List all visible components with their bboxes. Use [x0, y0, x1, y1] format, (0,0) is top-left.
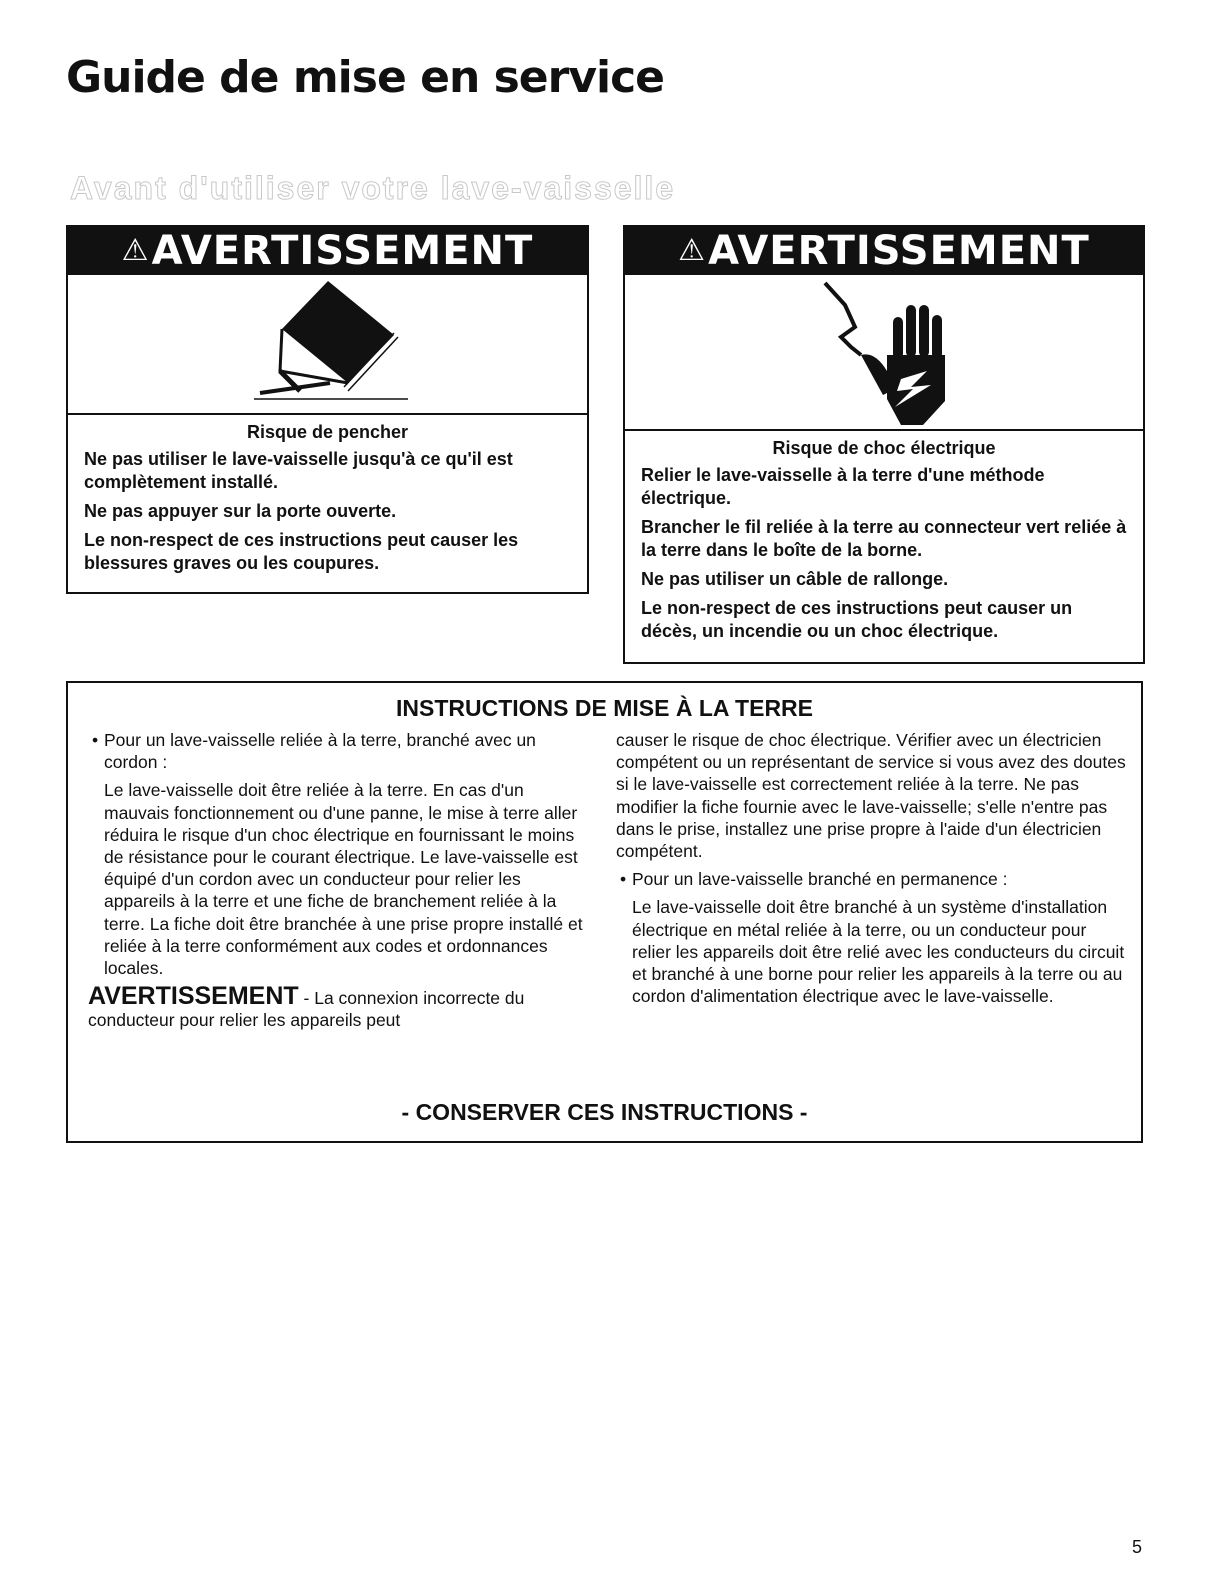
warning-triangle-icon: ⚠ — [678, 233, 707, 268]
page-number: 5 — [1131, 1537, 1142, 1557]
bullet-item — [616, 868, 1126, 890]
warning-triangle-icon: ⚠ — [121, 233, 150, 268]
bullet-text: Pour un lave-vaisselle reliée à la terre, branché avec un cordon : — [104, 730, 536, 773]
paragraph: Le lave-vaisselle doit être branché à un système d'installation électrique en métal reliée à la terre, ou un conducteur pour relier les appareils doit être relié avec les conducteurs du circuit et branché à une borne pour relier les appareils à la terre ou au cordon d'alimentation électrique avec le lave-vaisselle. — [632, 897, 1125, 1007]
warning-line: Ne pas appuyer sur la porte ouverte. — [84, 501, 397, 521]
electric-shock-hand-icon — [625, 275, 1143, 429]
warning-line: Relier le lave-vaisselle à la terre d'une méthode électrique. — [641, 465, 1045, 508]
grounding-title: INSTRUCTIONS DE MISE À LA TERRE — [396, 695, 813, 721]
tip-over-icon — [68, 275, 587, 413]
bullet-text: Pour un lave-vaisselle branché en permanence : — [632, 869, 1008, 890]
warning-paragraph — [88, 982, 593, 1031]
warning-text — [68, 415, 587, 589]
warning-line: Le non-respect de ces instructions peut causer les blessures graves ou les coupures. — [84, 530, 519, 573]
bullet-item — [88, 729, 593, 773]
warning-line: Ne pas utiliser un câble de rallonge. — [641, 569, 949, 589]
warning-line: Brancher le fil reliée à la terre au connecteur vert reliée à la terre dans le boîte de la borne. — [641, 517, 1127, 560]
warning-picture-area — [625, 275, 1143, 431]
page-title: Guide de mise en service — [66, 52, 665, 103]
grounding-left-column — [88, 729, 593, 1038]
warning-header — [625, 227, 1143, 275]
warning-picture-area — [68, 275, 587, 415]
grounding-instructions-box — [66, 681, 1143, 1143]
paragraph: Le lave-vaisselle doit être reliée à la terre. En cas d'un mauvais fonctionnement ou d'une panne, le mise à terre aller réduira le risque d'un choc électrique en fournissant le moins de résistance pour le courant électrique. Le lave-vaisselle est équipé d'un cordon avec un conducteur pour relier les appareils à la terre et une fiche de branchement reliée à la terre. La fiche doit être branchée à une prise propre installé et reliée à la terre conformément aux codes et ordonnances locales. — [104, 780, 583, 979]
bullet-icon: • — [620, 869, 627, 890]
section-subtitle: Avant d'utiliser votre lave-vaisselle — [70, 170, 676, 206]
bullet-icon: • — [92, 730, 99, 750]
grounding-footer: - CONSERVER CES INSTRUCTIONS - — [401, 1099, 808, 1125]
warning-box-tip-over — [66, 225, 589, 594]
warning-header — [68, 227, 587, 275]
warning-line: Ne pas utiliser le lave-vaisselle jusqu'à ce qu'il est complètement installé. — [84, 449, 513, 492]
grounding-right-column — [616, 729, 1126, 1013]
warning-box-electric-shock — [623, 225, 1145, 664]
warning-text — [625, 431, 1143, 657]
risk-title: Risque de choc électrique — [772, 438, 996, 458]
warning-inline-text: - La connexion incorrecte du conducteur pour relier les appareils peut — [88, 988, 525, 1031]
warning-header-label: AVERTISSEMENT — [708, 228, 1090, 274]
warning-line: Le non-respect de ces instructions peut causer un décès, un incendie ou un choc électrique. — [641, 598, 1073, 641]
warning-label: AVERTISSEMENT — [88, 982, 299, 1011]
risk-title: Risque de pencher — [246, 422, 409, 442]
paragraph: causer le risque de choc électrique. Vérifier avec un électricien compétent ou un représentant de service si vous avez des doutes si le lave-vaisselle est correctement reliée à la terre. Ne pas modifier la fiche fournie avec le lave-vaisselle; s'elle n'entre pas dans le prise, installez une prise propre à l'aide d'un électricien compétent. — [616, 730, 1126, 862]
warning-header-label: AVERTISSEMENT — [151, 228, 534, 274]
